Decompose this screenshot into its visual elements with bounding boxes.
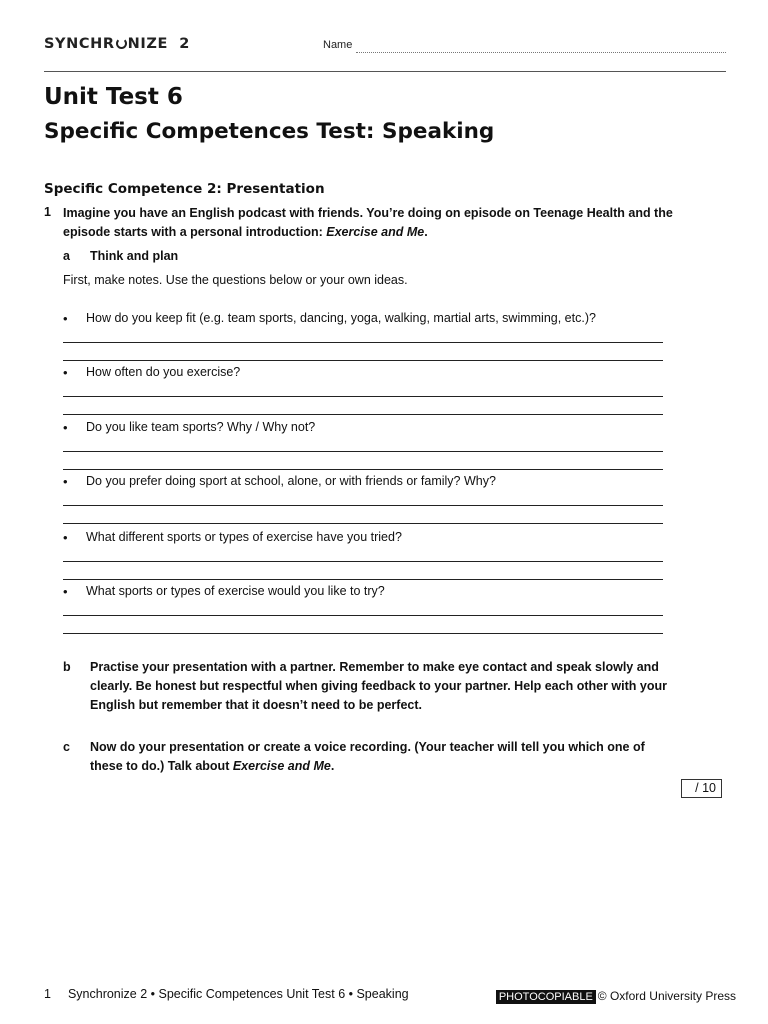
answer-line[interactable] [63,505,663,506]
bullet-icon: • [63,474,68,489]
page-number: 1 [44,987,51,1001]
answer-line[interactable] [63,615,663,616]
footer-title: Synchronize 2 • Specific Competences Unit Test 6 • Speaking [67,987,409,1001]
prompt-text: Do you like team sports? Why / Why not? [86,420,316,434]
answer-line[interactable] [63,360,663,361]
bullet-icon: • [63,420,68,435]
question-text-main: Imagine you have an English podcast with friends. You’re doing on episode on Teenage Health and the episode starts with a personal introduction: [63,206,673,239]
name-field[interactable] [356,52,726,53]
bullet-icon: • [63,530,68,545]
prompt-text: How do you keep fit (e.g. team sports, dancing, yoga, walking, martial arts, swimming, etc.)? [86,311,596,325]
name-label: Name [323,39,353,51]
part-a-instruction: First, make notes. Use the questions below or your own ideas. [63,273,408,287]
part-a-title: Think and plan [90,249,179,263]
prompt-text: What different sports or types of exercise have you tried? [86,530,402,544]
part-b-text: Practise your presentation with a partner. Remember to make eye contact and speak slowly and clearly. Be honest but respectful when giving feedback to your partner. Help each other with your English but remember that it doesn’t need to be perfect. [90,660,667,712]
question-topic: Exercise and Me [326,225,425,239]
prompt-text: How often do you exercise? [86,365,241,379]
competence-heading: Specific Competence 2: Presentation [44,181,325,197]
bullet-icon: • [63,311,68,326]
answer-line[interactable] [63,342,663,343]
part-c-text [90,738,680,776]
bullet-icon: • [63,584,68,599]
answer-line[interactable] [63,451,663,452]
part-c-letter: c [63,740,70,754]
page-footer [44,987,409,1001]
bullet-icon: • [63,365,68,380]
answer-line[interactable] [63,523,663,524]
part-b-letter: b [63,660,71,674]
answer-line[interactable] [63,633,663,634]
answer-line[interactable] [63,579,663,580]
photocopiable-badge: PHOTOCOPIABLE [496,990,596,1004]
part-a-letter: a [63,249,70,263]
score-box[interactable]: / 10 [681,779,722,798]
page-header [44,36,726,72]
copyright-notice [496,989,736,1003]
question-text-end: . [424,225,428,239]
prompt-text: Do you prefer doing sport at school, alone, or with friends or family? Why? [86,474,496,488]
logo-text-start: SYNCHR [44,36,115,52]
synchronize-logo [44,36,190,52]
answer-line[interactable] [63,396,663,397]
part-c-topic: Exercise and Me [232,759,331,773]
answer-line[interactable] [63,414,663,415]
part-c-text-end: . [330,759,335,773]
answer-line[interactable] [63,469,663,470]
question-number: 1 [44,205,51,219]
logo-text-end: NIZE 2 [127,36,190,52]
prompt-text: What sports or types of exercise would you like to try? [86,584,385,598]
answer-line[interactable] [63,561,663,562]
question-text [63,204,683,242]
copyright-text: © Oxford University Press [597,989,736,1003]
logo-o-icon [116,38,127,49]
unit-title: Unit Test 6 [44,84,183,110]
page-title: Specific Competences Test: Speaking [44,119,495,144]
part-c-text-main: Now do your presentation or create a voice recording. (Your teacher will tell you which one of these to do.) Talk about [90,740,645,773]
